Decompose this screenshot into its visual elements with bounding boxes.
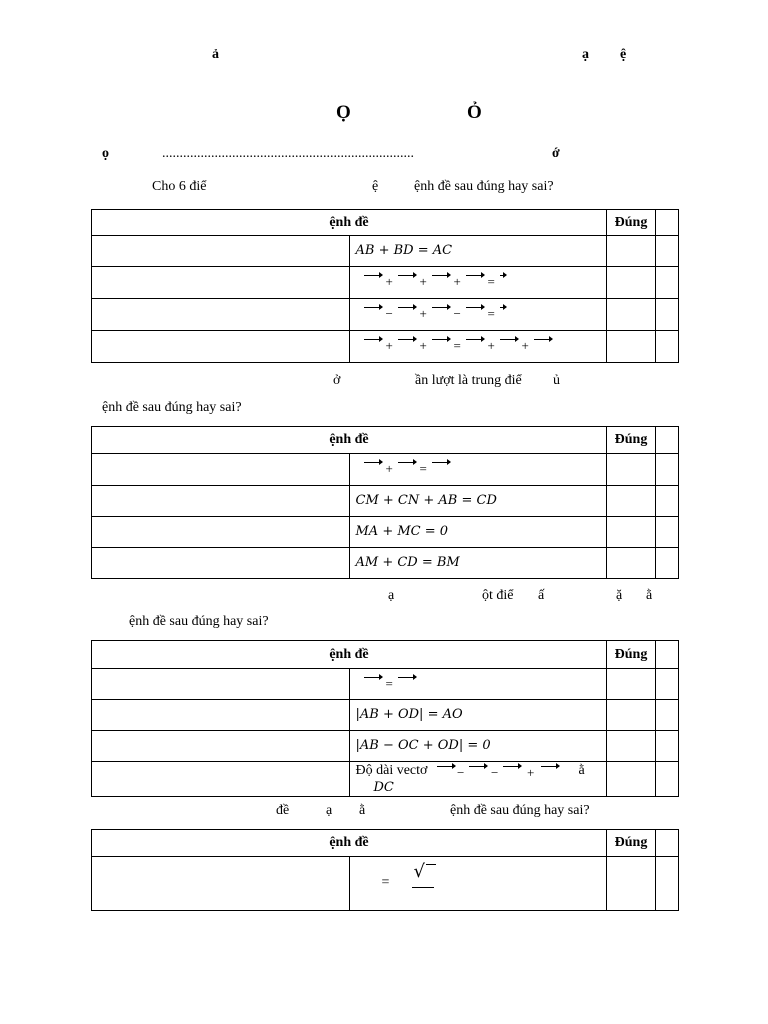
title-part-1: Ọ	[336, 102, 351, 123]
q1-row-2-vectors: + + + =	[356, 271, 516, 289]
q3-row-2-true-cell[interactable]	[607, 700, 656, 731]
q2-row-1-true-cell[interactable]	[607, 454, 656, 486]
q1-header-false	[656, 210, 679, 236]
q1-row-1-true-cell[interactable]	[607, 236, 656, 267]
q3-row-1-statement	[349, 669, 607, 700]
q4-table	[91, 829, 679, 911]
q3-row-4-text: Độ dài vectơ	[355, 763, 428, 779]
header-left: ả	[212, 47, 219, 62]
q1-header-true: Đúng	[607, 210, 656, 236]
q2-row-1-false-cell[interactable]	[656, 454, 679, 486]
q1-row-3-true-cell[interactable]	[607, 299, 656, 331]
q3-header-false	[656, 641, 679, 669]
sqrt-symbol: √	[413, 861, 425, 882]
q1-row-4-statement	[349, 331, 607, 363]
q4-row-1-formula: = √	[356, 861, 446, 901]
q1-row-4-true-cell[interactable]	[607, 331, 656, 363]
q4-header-statement: ệnh đề	[92, 830, 607, 857]
q1-table	[91, 209, 679, 363]
q2-table	[91, 426, 679, 579]
q3-intro-line2: ệnh đề sau đúng hay sai?	[129, 614, 269, 629]
q1-intro-b: ệ	[372, 179, 379, 194]
name-dots: ........................................................................	[162, 146, 414, 161]
q1-row-3-false-cell[interactable]	[656, 299, 679, 331]
q2-intro-line2: ệnh đề sau đúng hay sai?	[102, 400, 242, 415]
q2-row-3-formula: MA + MC = 0	[355, 524, 449, 539]
q1-row-4-vectors: + + = + +	[356, 335, 566, 353]
fraction-bar	[412, 887, 434, 888]
q2-row-3-statement	[349, 517, 607, 548]
q2-row-2-statement	[349, 486, 607, 517]
class-label: ớ	[552, 146, 560, 161]
q3-row-4-statement	[349, 762, 607, 797]
q3-row-2-statement	[349, 700, 607, 731]
q3-row-4-true-cell[interactable]	[607, 762, 656, 797]
q1-header-statement: ệnh đề	[92, 210, 607, 236]
q3-intro-e: ằ	[646, 588, 653, 603]
q4-intro-d: ệnh đề sau đúng hay sai?	[450, 803, 590, 818]
q1-row-3-statement	[349, 299, 607, 331]
q1-intro-a: Cho 6 điể	[152, 179, 207, 194]
q3-row-3-statement	[349, 731, 607, 762]
q3-row-4-false-cell[interactable]	[656, 762, 679, 797]
q3-intro-c: ấ	[538, 588, 545, 603]
q4-intro-c: ằ	[359, 803, 366, 818]
q2-row-1-vectors: + =	[356, 458, 466, 476]
q1-row-2-true-cell[interactable]	[607, 267, 656, 299]
title-part-2: Ỏ	[467, 102, 482, 123]
q3-row-4-tail-b: DC	[373, 780, 394, 795]
q4-header-true: Đúng	[607, 830, 656, 857]
header-right-2: ệ	[620, 47, 627, 62]
q1-row-2-false-cell[interactable]	[656, 267, 679, 299]
q2-intro-b: ần lượt là trung điể	[415, 373, 522, 388]
q3-intro-a: ạ	[388, 588, 395, 603]
q2-row-2-true-cell[interactable]	[607, 486, 656, 517]
q3-table	[91, 640, 679, 797]
q4-intro-a: đề	[276, 803, 290, 818]
q3-row-3-formula: |AB − OC + OD| = 0	[355, 738, 491, 753]
q3-row-1-false-cell[interactable]	[656, 669, 679, 700]
q3-row-3-false-cell[interactable]	[656, 731, 679, 762]
q3-header-true: Đúng	[607, 641, 656, 669]
q3-intro-d: ặ	[616, 588, 623, 603]
q2-row-4-true-cell[interactable]	[607, 548, 656, 579]
q2-row-4-formula: AM + CD = BM	[355, 555, 460, 570]
q2-intro-a: ở	[333, 373, 341, 388]
q3-row-3-true-cell[interactable]	[607, 731, 656, 762]
q1-intro-c: ệnh đề sau đúng hay sai?	[414, 179, 554, 194]
q4-row-1-statement	[349, 857, 607, 911]
header-right-1: ạ	[582, 47, 589, 62]
q1-row-1-statement	[349, 236, 607, 267]
q4-intro-b: ạ	[326, 803, 333, 818]
q3-header-statement: ệnh đề	[92, 641, 607, 669]
q4-header-false	[656, 830, 679, 857]
q2-header-statement: ệnh đề	[92, 427, 607, 454]
q2-row-4-statement	[349, 548, 607, 579]
q3-row-2-formula: |AB + OD| = AO	[355, 707, 463, 722]
q2-intro-c: ủ	[553, 373, 560, 388]
q2-row-3-true-cell[interactable]	[607, 517, 656, 548]
q1-row-4-false-cell[interactable]	[656, 331, 679, 363]
q4-row-1-false-cell[interactable]	[656, 857, 679, 911]
q3-row-2-false-cell[interactable]	[656, 700, 679, 731]
q2-row-3-false-cell[interactable]	[656, 517, 679, 548]
q2-row-2-false-cell[interactable]	[656, 486, 679, 517]
q3-intro-b: ột điể	[482, 588, 514, 603]
q1-row-1-false-cell[interactable]	[656, 236, 679, 267]
q1-row-3-vectors: − + − =	[356, 303, 516, 321]
q1-row-1-formula: AB + BD = AC	[355, 243, 453, 258]
q2-row-4-false-cell[interactable]	[656, 548, 679, 579]
q2-row-2-formula: CM + CN + AB = CD	[355, 493, 497, 508]
q3-row-4-vectors: − − +	[431, 762, 571, 780]
q1-row-2-statement	[349, 267, 607, 299]
q2-row-1-statement	[349, 454, 607, 486]
q3-row-4-tail-a: ằ	[578, 763, 585, 779]
q2-header-true: Đúng	[607, 427, 656, 454]
q2-header-false	[656, 427, 679, 454]
q3-row-1-true-cell[interactable]	[607, 669, 656, 700]
q4-row-1-true-cell[interactable]	[607, 857, 656, 911]
name-label: ọ	[102, 146, 109, 161]
q3-row-1-vectors: =	[356, 673, 436, 691]
